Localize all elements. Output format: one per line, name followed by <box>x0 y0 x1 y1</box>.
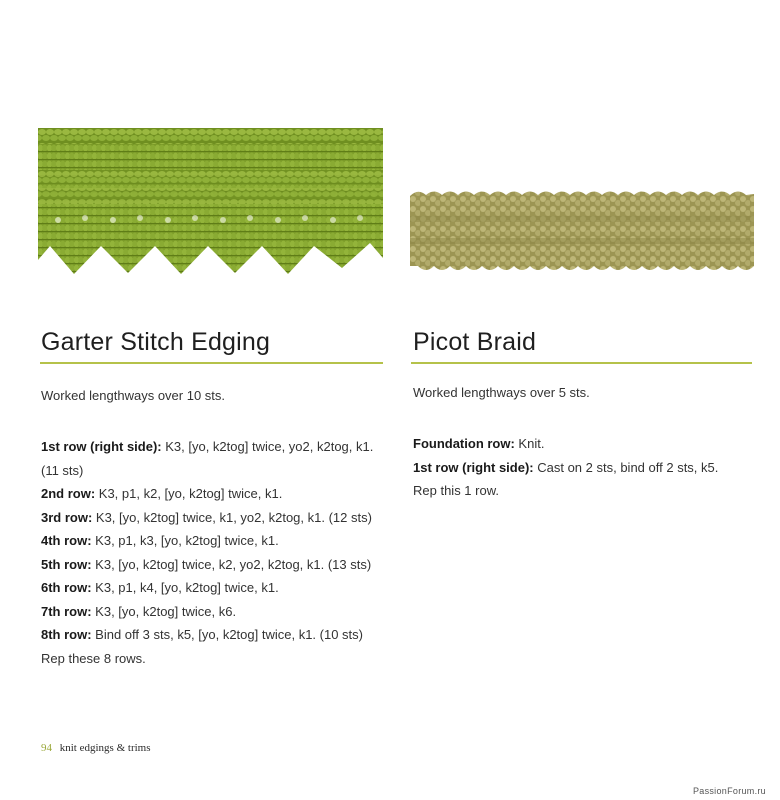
picot-braid-section <box>413 322 758 503</box>
pattern-row: 4th row: K3, p1, k3, [yo, k2tog] twice, k1. <box>41 533 279 548</box>
section-intro: Worked lengthways over 5 sts. <box>413 385 590 400</box>
pattern-rows <box>41 435 386 670</box>
section-title: Garter Stitch Edging <box>41 328 271 356</box>
section-name: knit edgings & trims <box>59 742 151 754</box>
pattern-row: 8th row: Bind off 3 sts, k5, [yo, k2tog] twice, k1. (10 sts) <box>41 627 363 642</box>
pattern-row: 7th row: K3, [yo, k2tog] twice, k6. <box>41 603 237 619</box>
pattern-row: 1st row (right side): K3, [yo, k2tog] twice, yo2, k2tog, k1. <box>41 439 374 454</box>
pattern-row: 3rd row: K3, [yo, k2tog] twice, k1, yo2, k2tog, k1. (12 sts) <box>41 509 372 525</box>
section-title: Picot Braid <box>413 328 537 356</box>
page-number: 94 <box>41 742 52 754</box>
pattern-row: (11 sts) <box>41 462 84 478</box>
title-rule <box>40 362 383 364</box>
pattern-row: Foundation row: Knit. <box>413 436 545 451</box>
pattern-row: 1st row (right side): Cast on 2 sts, bind off 2 sts, k5. <box>413 459 719 475</box>
picot-braid-swatch <box>410 186 754 274</box>
pattern-row: 5th row: K3, [yo, k2tog] twice, k2, yo2, k2tog, k1. (13 sts) <box>41 556 372 572</box>
pattern-row: 2nd row: K3, p1, k2, [yo, k2tog] twice, k1. <box>41 486 283 501</box>
garter-stitch-edging-section <box>41 322 386 670</box>
watermark-text: PassionForum.ru <box>692 786 766 796</box>
pattern-row: Rep these 8 rows. <box>41 650 146 666</box>
pattern-row: Rep this 1 row. <box>413 483 499 498</box>
garter-stitch-edging-swatch <box>38 128 383 288</box>
title-rule <box>411 362 752 364</box>
section-intro: Worked lengthways over 10 sts. <box>41 388 226 403</box>
pattern-row: 6th row: K3, p1, k4, [yo, k2tog] twice, k1. <box>41 580 279 595</box>
pattern-rows <box>413 432 758 503</box>
page-footer <box>41 742 151 754</box>
